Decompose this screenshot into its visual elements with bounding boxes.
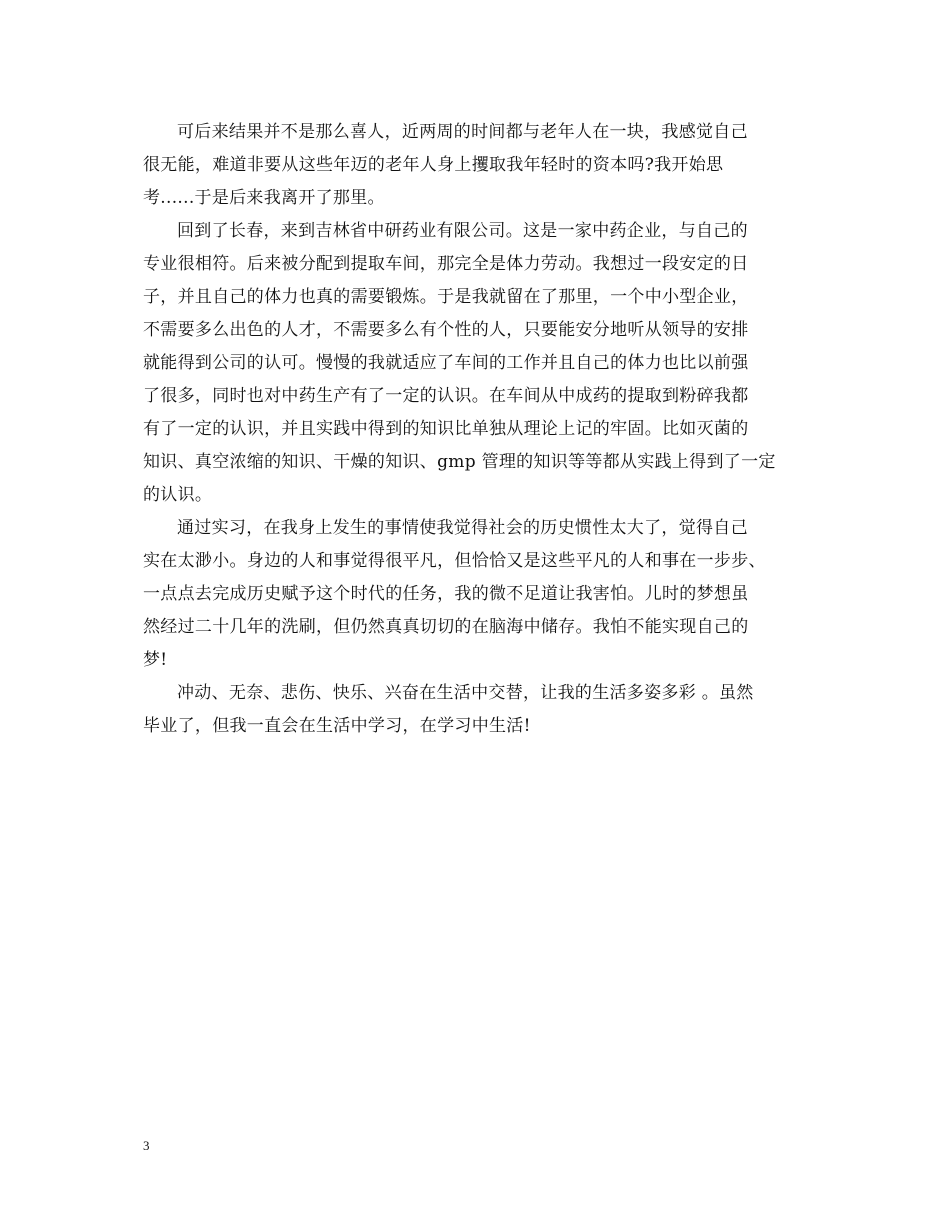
- paragraph-line: 子，并且自己的体力也真的需要锻炼。于是我就留在了那里，一个中小型企业，: [143, 287, 749, 307]
- paragraph-line: 有了一定的认识，并且实践中得到的知识比单独从理论上记的牢固。比如灭菌的: [143, 419, 749, 439]
- paragraph-line: 知识、真空浓缩的知识、干燥的知识、gmp 管理的知识等等都从实践上得到了一定: [143, 452, 776, 472]
- page-number: 3: [143, 1138, 150, 1153]
- paragraph-4: [143, 677, 808, 743]
- paragraph-line: 梦!: [143, 650, 168, 670]
- paragraph-3: [143, 512, 808, 677]
- paragraph-line: 冲动、无奈、悲伤、快乐、兴奋在生活中交替，让我的生活多姿多彩 。虽然: [177, 683, 754, 703]
- paragraph-1: [143, 116, 808, 215]
- paragraph-line: 的认识。: [143, 485, 213, 505]
- paragraph-line: 很无能，难道非要从这些年迈的老年人身上攫取我年轻时的资本吗?我开始思: [143, 155, 724, 175]
- paragraph-line: 专业很相符。后来被分配到提取车间，那完全是体力劳动。我想过一段安定的日: [143, 254, 749, 274]
- paragraph-line: 不需要多么出色的人才，不需要多么有个性的人，只要能安分地听从领导的安排: [143, 320, 749, 340]
- paragraph-line: 然经过二十几年的洗刷，但仍然真真切切的在脑海中储存。我怕不能实现自己的: [143, 617, 749, 637]
- paragraph-line: 考......于是后来我离开了那里。: [143, 188, 385, 208]
- paragraph-line: 通过实习，在我身上发生的事情使我觉得社会的历史惯性太大了，觉得自己: [177, 518, 748, 538]
- paragraph-line: 了很多，同时也对中药生产有了一定的认识。在车间从中成药的提取到粉碎我都: [143, 386, 749, 406]
- paragraph-2: [143, 215, 808, 512]
- paragraph-line: 一点点去完成历史赋予这个时代的任务，我的微不足道让我害怕。儿时的梦想虽: [143, 584, 749, 604]
- paragraph-line: 毕业了，但我一直会在生活中学习，在学习中生活!: [143, 716, 531, 736]
- paragraph-line: 回到了长春，来到吉林省中研药业有限公司。这是一家中药企业，与自己的: [177, 221, 748, 241]
- body-text: [143, 116, 808, 743]
- paragraph-line: 就能得到公司的认可。慢慢的我就适应了车间的工作并且自己的体力也比以前强: [143, 353, 749, 373]
- paragraph-line: 实在太渺小。身边的人和事觉得很平凡，但恰恰又是这些平凡的人和事在一步步、: [143, 551, 766, 571]
- paragraph-line: 可后来结果并不是那么喜人，近两周的时间都与老年人在一块，我感觉自己: [177, 122, 748, 142]
